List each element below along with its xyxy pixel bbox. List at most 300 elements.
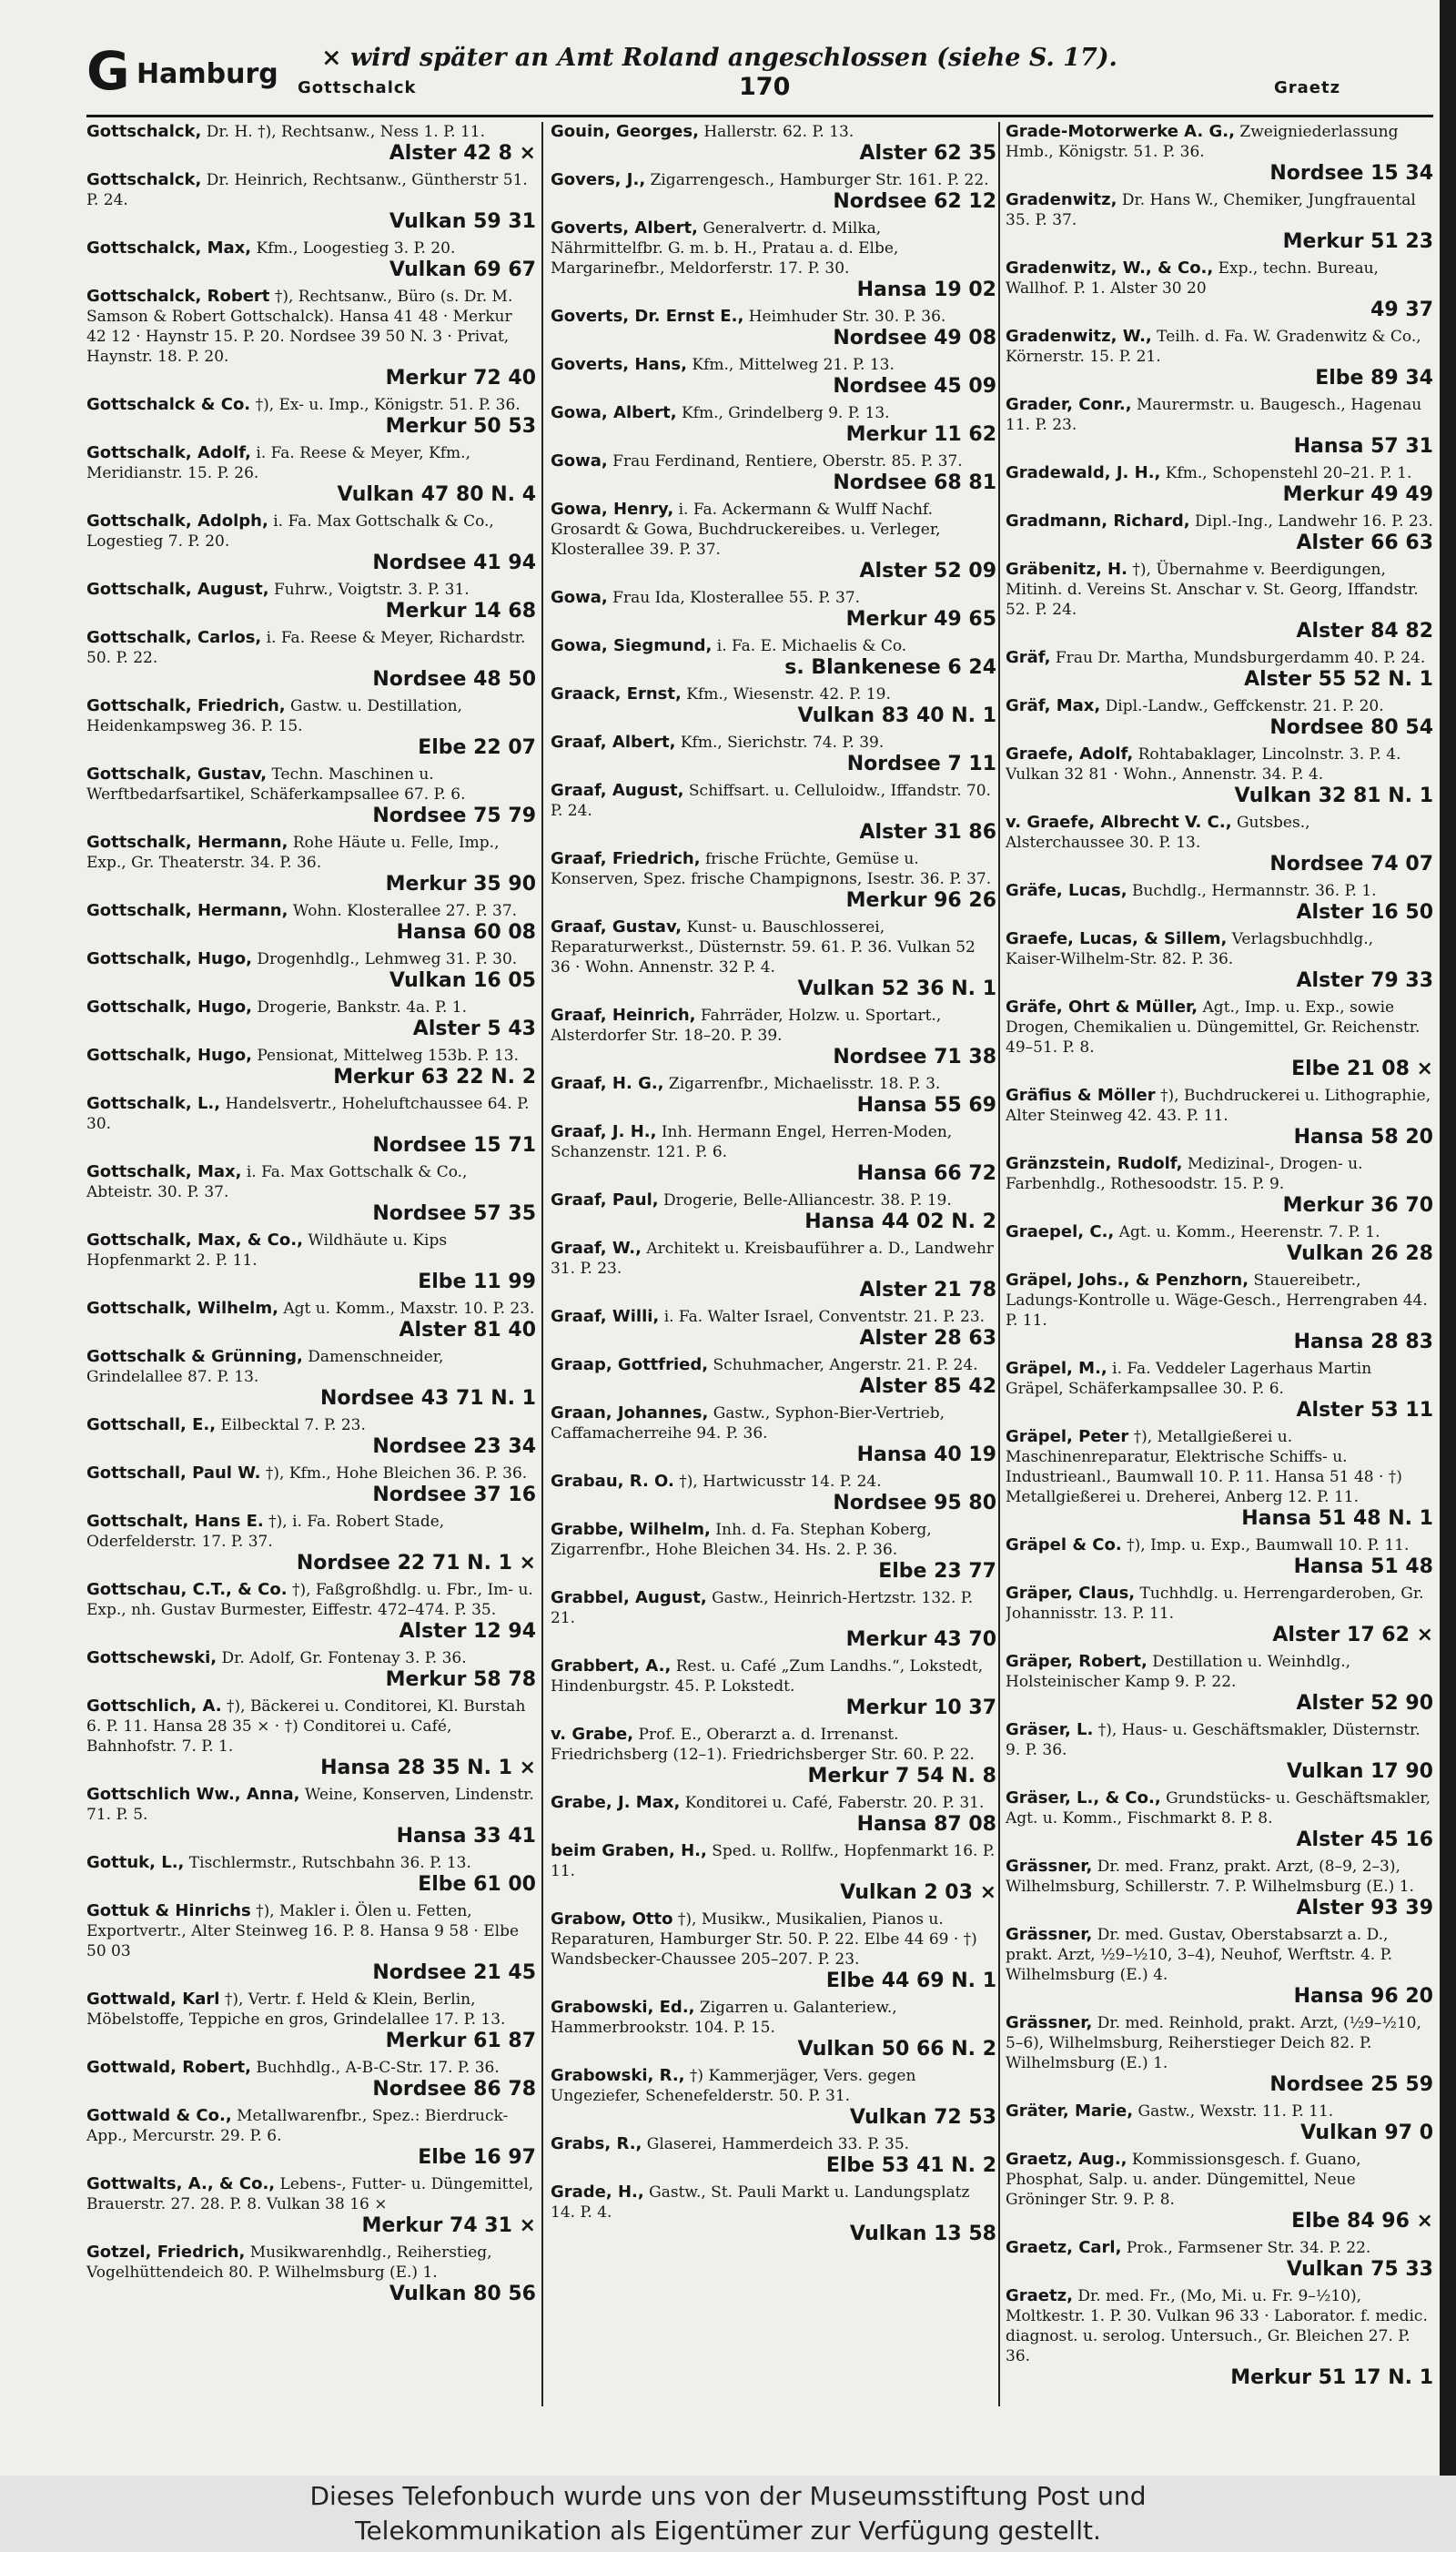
entry-name: Gowa, (551, 451, 608, 471)
entry-name: Graaf, Friedrich, (551, 849, 701, 868)
directory-entry (1006, 1857, 1433, 1920)
directory-entry (1006, 327, 1433, 390)
entry-details: Verlagsbuchhdlg., Kaiser-Wilhelm-Str. 82. P. 36. (1006, 930, 1374, 968)
entry-details: Generalvertr. d. Milka, Nährmittelfbr. G. m. b. H., Pratau a. d. Elbe, Margarinefbr., Meldorferstr. 17. P. 30. (551, 219, 899, 278)
directory-entry (1006, 1086, 1433, 1149)
entry-phone: Elbe 89 34 (1315, 367, 1433, 390)
directory-entry (86, 1853, 536, 1897)
directory-entry (1006, 1720, 1433, 1784)
entry-name: Gottuk & Hinrichs (86, 1901, 251, 1920)
entry-details: Dipl.-Landw., Geffckenstr. 21. P. 20. (1105, 697, 1384, 715)
entry-details: Gastw., Syphon-Bier-Vertrieb, Caffamacherreihe 94. P. 36. (551, 1404, 945, 1443)
entry-phone: Nordsee 21 45 (372, 1961, 536, 1984)
entry-phone: Alster 12 94 (399, 1620, 536, 1643)
entry-details: i. Fa. Reese & Meyer, Richardstr. 50. P. 22. (86, 629, 526, 667)
entry-name: Gottschalt, Hans E. (86, 1512, 264, 1531)
directory-entry (86, 2174, 536, 2238)
entry-details: Dr. H. †), Rechtsanw., Ness 1. P. 11. (206, 123, 485, 141)
entry-name: Gräpel, Johs., & Penzhorn, (1006, 1271, 1249, 1290)
directory-entry (551, 1006, 996, 1069)
entry-name: Gottschalck, (86, 122, 202, 141)
entry-name: Gottwalts, A., & Co., (86, 2174, 276, 2193)
entry-name: Graefe, Lucas, & Sillem, (1006, 929, 1228, 948)
entry-name: Gottschalk, Adolph, (86, 511, 268, 531)
entry-phone: Merkur 43 70 (845, 1628, 996, 1651)
entry-phone: Vulkan 59 31 (389, 210, 536, 233)
entry-details: Frau Dr. Martha, Mundsburgerdamm 40. P. 24. (1055, 649, 1426, 667)
entry-details: Drogenhdlg., Lehmweg 31. P. 30. (257, 950, 518, 968)
entry-name: Graetz, Aug., (1006, 2150, 1127, 2169)
entry-details: †), Makler i. Ölen u. Fetten, Exportvertr., Alter Steinweg 16. P. 8. Hansa 9 58 · Elbe 50 03 (86, 1902, 520, 1960)
directory-entry (86, 1785, 536, 1848)
entry-name: Gottschalk & Grünning, (86, 1347, 303, 1366)
entry-details: i. Fa. Max Gottschalk & Co., Abteistr. 30. P. 37. (86, 1163, 468, 1201)
entry-phone: Merkur 51 23 (1282, 230, 1433, 253)
entry-details: Zweigniederlassung Hmb., Königstr. 51. P. 36. (1006, 123, 1399, 161)
entry-phone: Merkur 96 26 (845, 889, 996, 912)
entry-phone: Alster 28 63 (859, 1327, 996, 1350)
directory-entry (1006, 2150, 1433, 2233)
entry-name: Grabe, J. Max, (551, 1793, 681, 1812)
entry-details: †), Kfm., Hohe Bleichen 36. P. 36. (265, 1464, 528, 1483)
directory-entry (551, 2182, 996, 2246)
entry-details: Drogerie, Belle-Alliancestr. 38. P. 19. (662, 1191, 952, 1210)
entry-details: †) Kammerjäger, Vers. gegen Ungeziefer, Schenefelderstr. 50. P. 31. (551, 2067, 916, 2105)
entry-name: Gottwald, Robert, (86, 2058, 251, 2077)
entry-details: Kunst- u. Bauschlosserei, Reparaturwerkst., Düsternstr. 59. 61. P. 36. Vulkan 52 36 · Wohn. Annenstr. 32 P. 4. (551, 918, 976, 977)
entry-name: Gräpel, Peter (1006, 1427, 1129, 1446)
entry-name: Grabow, Otto (551, 1909, 673, 1929)
entry-phone: Elbe 21 08 × (1291, 1058, 1433, 1080)
entry-phone: Vulkan 50 66 N. 2 (797, 2038, 996, 2061)
entry-phone: Merkur 63 22 N. 2 (333, 1066, 536, 1089)
entry-name: Gowa, Siegmund, (551, 636, 713, 655)
entry-phone: Merkur 58 78 (385, 1668, 536, 1691)
directory-entry (551, 849, 996, 913)
directory-entry (551, 684, 996, 728)
entry-details: Pensionat, Mittelweg 153b. P. 13. (257, 1047, 520, 1065)
entry-phone: Nordsee 68 81 (833, 471, 996, 494)
entry-name: Gräpel & Co. (1006, 1535, 1122, 1554)
entry-phone: Hansa 44 02 N. 2 (804, 1210, 996, 1233)
entry-name: Gränzstein, Rudolf, (1006, 1154, 1183, 1173)
directory-entry (86, 901, 536, 945)
entry-phone: Hansa 40 19 (856, 1443, 996, 1466)
directory-entry (86, 287, 536, 390)
entry-phone: Alster 16 50 (1296, 901, 1433, 924)
entry-details: i. Fa. Walter Israel, Conventstr. 21. P. 23. (663, 1308, 986, 1326)
entry-phone: Nordsee 7 11 (846, 753, 996, 775)
entry-name: Graaf, W., (551, 1239, 642, 1258)
entry-name: Grabowski, Ed., (551, 1998, 695, 2017)
entry-phone: Nordsee 57 35 (372, 1202, 536, 1225)
entry-details: Gastw., Heinrich-Hertzstr. 132. P. 21. (551, 1589, 974, 1627)
column-1 (86, 122, 536, 2311)
entry-phone: Vulkan 26 28 (1286, 1242, 1433, 1265)
entry-name: Gottschall, Paul W. (86, 1463, 261, 1483)
entry-phone: Nordsee 74 07 (1269, 853, 1433, 876)
entry-name: Gottschall, E., (86, 1415, 217, 1434)
directory-entry (1006, 813, 1433, 876)
directory-entry (86, 1580, 536, 1644)
entry-name: Grabowski, R., (551, 2066, 685, 2085)
entry-details: Inh. d. Fa. Stephan Koberg, Zigarrenfbr., Hohe Bleichen 34. Hs. 2. P. 36. (551, 1521, 932, 1559)
entry-name: Gottschalk, L., (86, 1094, 221, 1113)
directory-entry (86, 833, 536, 896)
column-divider-1 (541, 122, 543, 2406)
entry-name: Gräfius & Möller (1006, 1086, 1156, 1105)
entry-name: beim Graben, H., (551, 1841, 707, 1860)
entry-name: Grässner, (1006, 1857, 1093, 1876)
entry-details: †), i. Fa. Robert Stade, Oderfelderstr. 17. P. 37. (86, 1513, 445, 1551)
entry-phone: Elbe 11 99 (418, 1271, 536, 1293)
entry-phone: Nordsee 45 09 (833, 375, 996, 398)
directory-entry (1006, 1222, 1433, 1266)
entry-details: Dr. Heinrich, Rechtsanw., Güntherstr 51. P. 24. (86, 171, 528, 209)
entry-name: Graap, Gottfried, (551, 1355, 709, 1374)
directory-entry (1006, 696, 1433, 740)
directory-entry (86, 1046, 536, 1089)
entry-phone: Hansa 58 20 (1293, 1126, 1433, 1149)
entry-details: Dipl.-Ing., Landwehr 16. P. 23. (1195, 512, 1433, 531)
entry-name: Goverts, Dr. Ernst E., (551, 307, 744, 326)
entry-phone: Alster 55 52 N. 1 (1244, 668, 1433, 691)
entry-details: †), Rechtsanw., Büro (s. Dr. M. Samson & Robert Gottschalck). Hansa 41 48 · Merkur 42 12 · Haynstr 15. P. 20. Nordsee 39 50 N. 3 · Privat, Haynstr. 18. P. 20. (86, 288, 513, 366)
entry-name: Goverts, Hans, (551, 355, 687, 374)
entry-name: Graaf, H. G., (551, 1074, 664, 1093)
entry-name: Graetz, Carl, (1006, 2238, 1122, 2257)
entry-details: †), Übernahme v. Beerdigungen, Mitinh. d. Vereins St. Anschar v. St. Georg, Iffandstr. 52. P. 24. (1006, 561, 1419, 619)
entry-phone: Merkur 72 40 (385, 367, 536, 390)
entry-name: Grade-Motorwerke A. G., (1006, 122, 1235, 141)
directory-entry (551, 2066, 996, 2130)
entry-phone: Elbe 16 97 (418, 2146, 536, 2169)
entry-name: Graepel, C., (1006, 1222, 1115, 1241)
entry-details: Hallerstr. 62. P. 13. (703, 123, 854, 141)
entry-name: Gottschalk, Wilhelm, (86, 1299, 278, 1318)
entry-name: Graaf, Heinrich, (551, 1006, 696, 1025)
directory-entry (551, 1520, 996, 1584)
directory-entry (551, 1307, 996, 1351)
entry-details: †), Metallgießerei u. Maschinenreparatur, Elektrische Schiffs- u. Industrieanl., Baumwall 10. P. 11. Hansa 51 48 · †) Metallgießerei u. Dreherei, Anberg 12. P. 11. (1006, 1428, 1402, 1506)
entry-details: Heimhuder Str. 30. P. 36. (748, 308, 946, 326)
entry-phone: Hansa 51 48 N. 1 (1241, 1507, 1433, 1530)
entry-phone: Merkur 36 70 (1282, 1194, 1433, 1217)
entry-details: Zigarren u. Galanteriew., Hammerbrookstr. 104. P. 15. (551, 1999, 897, 2037)
directory-entry (1006, 2013, 1433, 2097)
entry-name: Gradewald, J. H., (1006, 463, 1161, 482)
directory-entry (86, 395, 536, 439)
entry-phone: Elbe 23 77 (878, 1560, 996, 1583)
entry-name: Grässner, (1006, 2013, 1093, 2032)
entry-details: Kfm., Sierichstr. 74. P. 39. (680, 734, 885, 752)
entry-details: Glaserei, Hammerdeich 33. P. 35. (646, 2135, 910, 2153)
entry-name: Gouin, Georges, (551, 122, 699, 141)
entry-details: Dr. med. Reinhold, prakt. Arzt, (½9–½10, 5–6), Wilhelmsburg, Reiherstieger Deich 82. P. Wilhelmsburg (E.) 1. (1006, 2014, 1421, 2072)
directory-entry (551, 451, 996, 495)
entry-name: Graetz, (1006, 2286, 1073, 2305)
entry-details: Wildhäute u. Kips Hopfenmarkt 2. P. 11. (86, 1231, 448, 1270)
directory-entry (551, 1190, 996, 1234)
directory-entry (1006, 560, 1433, 643)
directory-entry (551, 588, 996, 632)
entry-phone: Nordsee 49 08 (833, 327, 996, 349)
entry-details: Grundstücks- u. Geschäftsmakler, Agt. u. Komm., Fischmarkt 8. P. 8. (1006, 1789, 1431, 1828)
entry-details: Techn. Maschinen u. Werftbedarfsartikel, Schäferkampsallee 67. P. 6. (86, 765, 466, 804)
entry-phone: Alster 84 82 (1296, 620, 1433, 643)
page-number: 170 (739, 73, 791, 101)
directory-entry (551, 122, 996, 166)
entry-phone: Alster 45 16 (1296, 1828, 1433, 1851)
entry-name: Graaf, Paul, (551, 1190, 659, 1210)
entry-name: Gottwald & Co., (86, 2106, 232, 2125)
last-entry-name: Graetz (1274, 78, 1341, 97)
directory-entry (551, 1998, 996, 2061)
header-note: × wird später an Amt Roland angeschlossen (siehe S. 17). (321, 44, 1117, 72)
directory-entry (86, 1415, 536, 1459)
entry-details: Handelsvertr., Hoheluftchaussee 64. P. 30. (86, 1095, 530, 1133)
entry-phone: s. Blankenese 6 24 (784, 656, 996, 679)
entry-phone: Alster 93 39 (1296, 1897, 1433, 1919)
entry-name: Gräpel, M., (1006, 1359, 1107, 1378)
directory-entry (86, 2058, 536, 2101)
column-2 (551, 122, 996, 2251)
entry-name: Gottschalk, Gustav, (86, 765, 268, 784)
city-name: Hamburg (136, 58, 278, 90)
entry-details: Kfm., Schopenstehl 20–21. P. 1. (1165, 464, 1412, 482)
entry-details: Agt. u. Komm., Heerenstr. 7. P. 1. (1118, 1223, 1380, 1241)
directory-entry (551, 500, 996, 583)
entry-phone: Alster 17 62 × (1272, 1624, 1433, 1646)
entry-details: Lebens-, Futter- u. Düngemittel, Brauerstr. 27. 28. P. 8. Vulkan 38 16 × (86, 2175, 534, 2213)
entry-details: Prof. E., Oberarzt a. d. Irrenanst. Friedrichsberg (12–1). Friedrichsberger Str. 60. P. 22. (551, 1726, 975, 1764)
directory-entry (1006, 881, 1433, 925)
entry-details: Gutsbes., Alsterchaussee 30. P. 13. (1006, 814, 1310, 852)
entry-phone: Nordsee 86 78 (372, 2078, 536, 2101)
entry-details: Fahrräder, Holzw. u. Sportart., Alsterdorfer Str. 18–20. P. 39. (551, 1007, 942, 1045)
entry-name: Goverts, Albert, (551, 218, 698, 238)
directory-entry (551, 403, 996, 447)
directory-entry (1006, 463, 1433, 507)
directory-entry (86, 1901, 536, 1985)
directory-entry (1006, 395, 1433, 459)
entry-name: Gottschalk, Friedrich, (86, 696, 286, 715)
entry-details: Gastw., Wexstr. 11. P. 11. (1138, 2102, 1334, 2121)
entry-details: Zigarrenfbr., Michaelisstr. 18. P. 3. (668, 1075, 941, 1093)
entry-name: Gottschalk, Max, (86, 1162, 242, 1181)
entry-phone: Vulkan 83 40 N. 1 (797, 704, 996, 727)
entry-name: Graaf, August, (551, 781, 684, 800)
entry-name: Gottuk, L., (86, 1853, 185, 1872)
directory-entry (86, 1696, 536, 1780)
entry-phone: Nordsee 37 16 (372, 1484, 536, 1506)
entry-phone: Merkur 51 17 N. 1 (1230, 2366, 1433, 2389)
directory-entry (551, 1403, 996, 1467)
entry-name: Gräf, (1006, 648, 1051, 667)
entry-details: Kommissionsgesch. f. Guano, Phosphat, Salp. u. ander. Düngemittel, Neue Gröninger Str. 9. P. 8. (1006, 2151, 1361, 2209)
entry-phone: Hansa 28 35 N. 1 × (320, 1757, 536, 1779)
entry-details: Exp., techn. Bureau, Wallhof. P. 1. Alster 30 20 (1006, 259, 1379, 298)
entry-name: Gradmann, Richard, (1006, 511, 1190, 531)
page-header (86, 42, 1433, 115)
entry-details: Prok., Farmsener Str. 34. P. 22. (1126, 2239, 1371, 2257)
entry-name: Gradenwitz, W., (1006, 327, 1152, 346)
entry-phone: Hansa 57 31 (1293, 435, 1433, 458)
directory-entry (1006, 511, 1433, 555)
directory-entry (1006, 258, 1433, 322)
entry-name: Graan, Johannes, (551, 1403, 709, 1423)
entry-details: Rohe Häute u. Felle, Imp., Exp., Gr. Theaterstr. 34. P. 36. (86, 834, 500, 872)
entry-details: †), Bäckerei u. Conditorei, Kl. Burstah 6. P. 11. Hansa 28 35 × · †) Conditorei u. Café, Bahnhofstr. 7. P. 1. (86, 1697, 526, 1756)
entry-details: Fuhrw., Voigtstr. 3. P. 31. (273, 581, 470, 599)
entry-details: Damenschneider, Grindelallee 87. P. 13. (86, 1348, 444, 1386)
entry-details: Agt u. Komm., Maxstr. 10. P. 23. (283, 1300, 535, 1318)
directory-entry (551, 307, 996, 350)
entry-phone: Alster 79 33 (1296, 969, 1433, 992)
entry-phone: Vulkan 17 90 (1286, 1760, 1433, 1783)
entry-details: Dr. med. Fr., (Mo, Mi. u. Fr. 9–½10), Moltkestr. 1. P. 30. Vulkan 96 33 · Laborator. f. medic. diagnost. u. serolog. Untersuch., Gr. Bleichen 27. P. 36. (1006, 2287, 1428, 2365)
entry-details: Frau Ferdinand, Rentiere, Oberstr. 85. P. 37. (612, 452, 963, 471)
entry-phone: 49 37 (1370, 299, 1433, 321)
entry-name: v. Graefe, Albrecht V. C., (1006, 813, 1232, 832)
entry-phone: Nordsee 22 71 N. 1 × (296, 1552, 536, 1575)
entry-details: †), Imp. u. Exp., Baumwall 10. P. 11. (1127, 1536, 1410, 1554)
directory-entry (551, 170, 996, 214)
entry-details: Dr. med. Franz, prakt. Arzt, (8–9, 2–3), Wilhelmsburg, Schillerstr. 7. P. Wilhelmsburg (E.) 1. (1006, 1858, 1414, 1896)
entry-name: Graaf, Gustav, (551, 917, 682, 937)
entry-name: Gottschalk, Carlos, (86, 628, 262, 647)
entry-phone: Nordsee 15 71 (372, 1134, 536, 1157)
directory-entry (551, 218, 996, 302)
entry-details: †), Haus- u. Geschäftsmakler, Düsternstr. 9. P. 36. (1006, 1721, 1421, 1759)
directory-entry (1006, 929, 1433, 993)
entry-details: †), Vertr. f. Held & Klein, Berlin, Möbelstoffe, Teppiche en gros, Grindelallee 17. P. 13. (86, 1990, 506, 2029)
entry-name: Grader, Conr., (1006, 395, 1132, 414)
entry-details: Buchdlg., Hermannstr. 36. P. 1. (1132, 882, 1377, 900)
directory-entry (551, 1793, 996, 1837)
entry-details: i. Fa. Reese & Meyer, Kfm., Meridianstr. 15. P. 26. (86, 444, 470, 482)
section-letter: G (86, 40, 130, 102)
directory-entry (1006, 648, 1433, 692)
entry-details: Zigarrengesch., Hamburger Str. 161. P. 22. (650, 171, 989, 189)
directory-entry (1006, 190, 1433, 254)
entry-phone: Vulkan 97 0 (1300, 2122, 1433, 2144)
entry-phone: Merkur 10 37 (845, 1696, 996, 1719)
entry-details: †), Ex- u. Imp., Königstr. 51. P. 36. (255, 396, 521, 414)
entry-name: Gottschlich Ww., Anna, (86, 1785, 300, 1804)
entry-name: Grabbe, Wilhelm, (551, 1520, 711, 1539)
entry-details: Sped. u. Rollfw., Hopfenmarkt 16. P. 11. (551, 1842, 996, 1880)
entry-phone: Vulkan 69 67 (389, 258, 536, 281)
directory-entry (1006, 2101, 1433, 2145)
directory-entry (86, 1094, 536, 1158)
directory-entry (86, 949, 536, 993)
entry-details: i. Fa. Ackermann & Wulff Nachf. Grosardt & Gowa, Buchdruckereibes. u. Verleger, Klosterallee 39. P. 37. (551, 501, 941, 559)
entry-name: Gräper, Claus, (1006, 1584, 1136, 1603)
directory-entry (1006, 1652, 1433, 1716)
entry-phone: Merkur 50 53 (385, 415, 536, 438)
entry-details: Destillation u. Weinhdlg., Holsteinischer Kamp 9. P. 22. (1006, 1653, 1351, 1691)
footer-line-1: Dieses Telefonbuch wurde uns von der Museumsstiftung Post und (309, 2481, 1147, 2511)
directory-entry (1006, 744, 1433, 808)
entry-phone: Nordsee 62 12 (833, 190, 996, 213)
entry-phone: Merkur 7 54 N. 8 (807, 1765, 996, 1787)
entry-details: Tischlermstr., Rutschbahn 36. P. 13. (188, 1854, 471, 1872)
entry-phone: Nordsee 25 59 (1269, 2073, 1433, 2096)
entry-name: Gradenwitz, (1006, 190, 1117, 209)
entry-details: Drogerie, Bankstr. 4a. P. 1. (257, 998, 467, 1017)
entry-name: Gottschalck, Robert (86, 287, 270, 306)
entry-name: v. Grabe, (551, 1725, 634, 1744)
entry-phone: Hansa 96 20 (1293, 1985, 1433, 2008)
entry-name: Gottschalck, Max, (86, 238, 252, 258)
entry-phone: Alster 5 43 (412, 1018, 536, 1040)
entry-details: Maurermstr. u. Baugesch., Hagenau 11. P. 23. (1006, 396, 1422, 434)
entry-name: Gottschau, C.T., & Co. (86, 1580, 288, 1599)
entry-name: Gradenwitz, W., & Co., (1006, 258, 1214, 278)
entry-phone: Alster 21 78 (859, 1279, 996, 1301)
entry-phone: Nordsee 75 79 (372, 805, 536, 827)
entry-details: i. Fa. Veddeler Lagerhaus Martin Gräpel, Schäferkampsallee 30. P. 6. (1006, 1360, 1372, 1398)
entry-details: Metallwarenfbr., Spez.: Bierdruck-App., Mercurstr. 29. P. 6. (86, 2107, 509, 2145)
entry-name: Graefe, Adolf, (1006, 744, 1134, 764)
entry-name: Govers, J., (551, 170, 646, 189)
entry-name: Gowa, (551, 588, 608, 607)
entry-name: Gowa, Henry, (551, 500, 674, 519)
entry-phone: Vulkan 13 58 (849, 2223, 996, 2245)
entry-phone: Nordsee 71 38 (833, 1046, 996, 1068)
entry-name: Grabbel, August, (551, 1588, 707, 1607)
entry-phone: Hansa 28 83 (1293, 1331, 1433, 1353)
directory-entry (551, 1841, 996, 1905)
entry-name: Gräper, Robert, (1006, 1652, 1148, 1671)
entry-phone: Vulkan 52 36 N. 1 (797, 977, 996, 1000)
directory-entry (1006, 1788, 1433, 1852)
entry-phone: Alster 66 63 (1296, 532, 1433, 554)
entry-details: Inh. Hermann Engel, Herren-Moden, Schanzenstr. 121. P. 6. (551, 1123, 953, 1161)
directory-entry (86, 998, 536, 1041)
entry-phone: Nordsee 95 80 (833, 1492, 996, 1514)
entry-name: Gottschalk, August, (86, 580, 269, 599)
entry-phone: Alster 62 35 (859, 142, 996, 165)
directory-entry (86, 122, 536, 166)
entry-phone: Vulkan 80 56 (389, 2283, 536, 2305)
entry-details: Kfm., Grindelberg 9. P. 13. (681, 404, 890, 422)
entry-details: Kfm., Wiesenstr. 42. P. 19. (686, 685, 891, 704)
entry-phone: Vulkan 47 80 N. 4 (337, 483, 536, 506)
entry-phone: Hansa 51 48 (1293, 1555, 1433, 1578)
directory-entry (551, 1122, 996, 1186)
entry-details: Wohn. Klosterallee 27. P. 37. (292, 902, 518, 920)
entry-phone: Hansa 87 08 (856, 1813, 996, 1836)
entry-details: Buchhdlg., A-B-C-Str. 17. P. 36. (256, 2059, 500, 2077)
directory-entry (86, 170, 536, 234)
entry-details: Schiffsart. u. Celluloidw., Iffandstr. 70. P. 24. (551, 782, 991, 820)
directory-entry (86, 2243, 536, 2306)
entry-details: Kfm., Loogestieg 3. P. 20. (256, 239, 456, 258)
entry-phone: Merkur 11 62 (845, 423, 996, 446)
directory-entry (1006, 1535, 1433, 1579)
directory-entry (1006, 998, 1433, 1081)
entry-name: Gräser, L. (1006, 1720, 1094, 1739)
directory-entry (86, 511, 536, 575)
directory-entry (86, 1230, 536, 1294)
directory-entry (551, 1909, 996, 1993)
directory-entry (86, 696, 536, 760)
directory-entry (1006, 1427, 1433, 1531)
column-divider-2 (998, 122, 1000, 2406)
entry-details: Rohtabaklager, Lincolnstr. 3. P. 4. Vulkan 32 81 · Wohn., Annenstr. 34. P. 4. (1006, 745, 1401, 784)
